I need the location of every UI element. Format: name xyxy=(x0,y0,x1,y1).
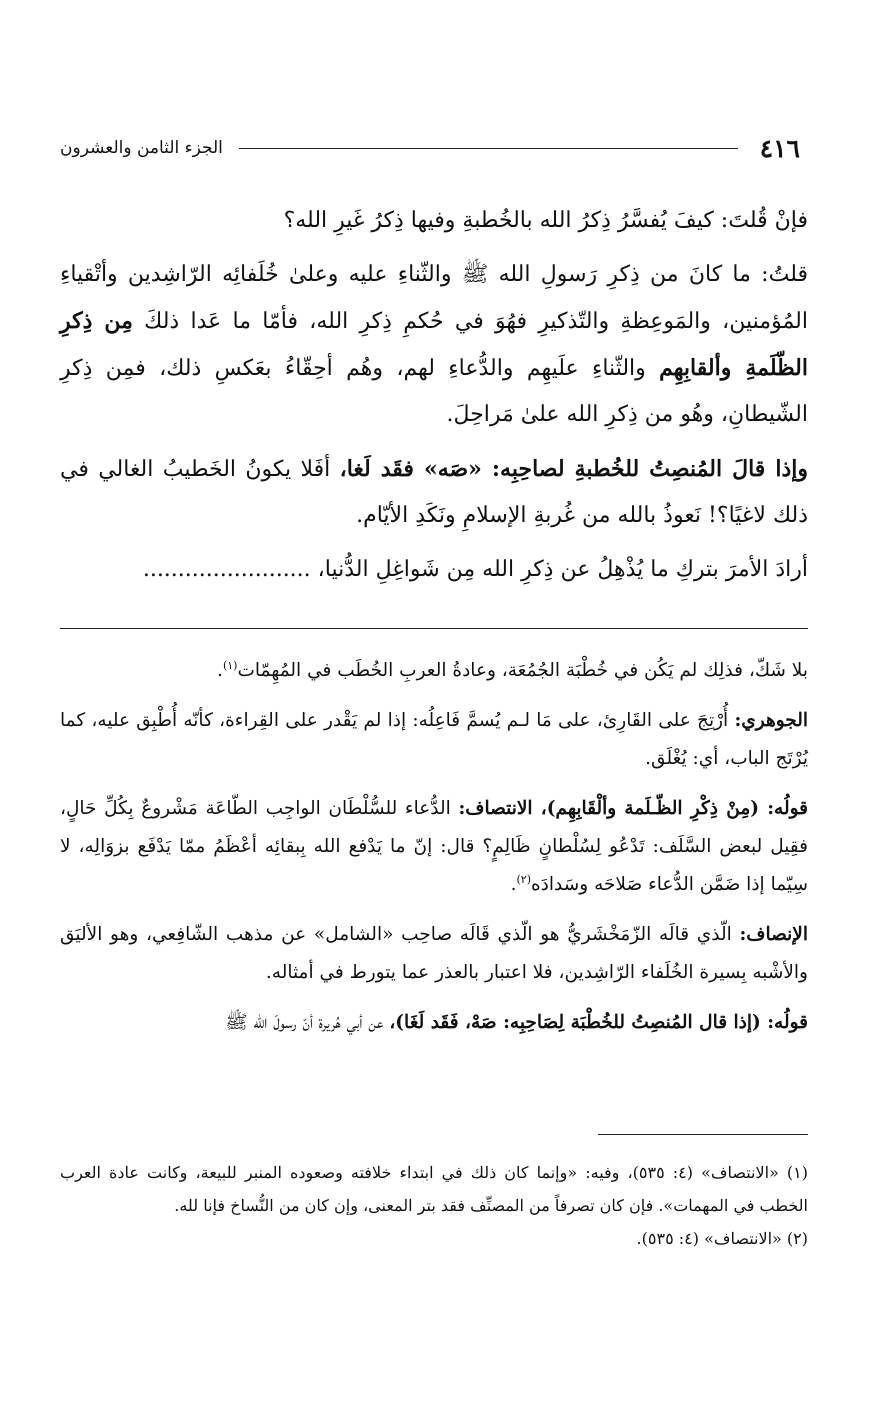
page-number: ٤١٦ xyxy=(759,133,800,163)
main-text xyxy=(60,198,808,601)
commentary-paragraph xyxy=(60,702,808,778)
commentary-text-1-end: . xyxy=(217,660,223,681)
commentary-text-3: الدُّعاء للسُّلْطَان الواجِب الطّاعَة مَشْروعٌ بِكُلِّ حَالٍ، فقِيل لبعض السَّلَف: تَدْعُو لِسُلْطانٍ ظَالِمٍ؟ قال: إنّ ما يَدْفع الله بِبقائِه أعْظَمُ ممّا يَدْفَع بزوَالِه، لا سِيّما إذا ضَمَّن الدُّعاء صَلاحَه وسَدادَه xyxy=(60,798,808,895)
volume-title: الجزء الثامن والعشرون xyxy=(60,138,223,158)
header-rule xyxy=(239,148,738,149)
answer-text-end: والثّناءِ علَيهِم والدُّعاءِ لهم، وهُم أحِقّاءُ بعَكسِ ذلك، فمِن ذِكرِ الشّيطانِ، وهُو من ذِكرِ الله علىٰ مَراحِلَ. xyxy=(60,356,808,427)
question-text: فإنْ قُلتَ: كيفَ يُفسَّرُ ذِكرُ الله بالخُطبةِ وفيها ذِكرُ غَيرِ الله؟ xyxy=(283,208,808,233)
footnotes xyxy=(60,1156,808,1255)
main-separator-rule xyxy=(60,628,808,629)
main-paragraph-commentary-intro xyxy=(60,547,808,593)
commentary-label-insaf: الإنصاف: xyxy=(739,924,808,945)
commentary-text-4: الّذي قالَه الزّمَخْشَريُّ هو الّذي قَالَه صاحِب «الشامل» عن مذهب الشّافِعي، وهو الأليَق والأشْبه بِسيرة الخُلَفاء الرّاشِدين، فلا اعتبار بالعذر عما يتورط في أمثاله. xyxy=(60,924,808,983)
commentary-paragraph xyxy=(60,1004,808,1042)
commentary-text-3-end: . xyxy=(510,874,517,895)
main-paragraph-question xyxy=(60,198,808,244)
hadith-text: أفَلا يكونُ الخَطيبُ الغالي في ذلك لاغيًا؟! نَعوذُ بالله من غُربةِ الإسلامِ ونَكَدِ الأيّام. xyxy=(60,457,808,528)
main-paragraph-answer xyxy=(60,252,808,438)
commentary-text-5: عن أبي هُريرة أنّ رسولَ الله ﷺ xyxy=(225,1012,390,1033)
commentary-label-intisaf: قولُه: (مِنْ ذِكْرِ الظّـلَمة وألْقَابِهِم)، الانتصاف: xyxy=(458,798,809,819)
commentary-paragraph xyxy=(60,790,808,904)
continuation-dots: ........................ xyxy=(142,557,311,582)
commentary-label-jawhari: الجوهري: xyxy=(734,710,808,731)
footnote-separator-rule xyxy=(598,1134,808,1135)
commentary-text-2: أُرْتِجَ على القَارِئ، على مَا لـم يُسمَّ فَاعِلُه: إذا لم يَقْدر على القِراءة، كأنّه أُطْبِق عليه، كما يُرْتَج الباب، أي: يُغْلَق. xyxy=(60,710,808,769)
hadith-text-bold: وإذا قالَ المُنصِتُ للخُطبةِ لصاحِبِه: «صَه» فقَد لَغا، xyxy=(339,456,808,482)
commentary-label-quote: قولُه: (إذا قال المُنصِتُ للخُطْبَة لِصَاحِبِه: صَهْ، فَقَد لَغَا)، xyxy=(389,1012,808,1033)
main-paragraph-hadith xyxy=(60,446,808,539)
commentary-paragraph xyxy=(60,652,808,690)
answer-text-start: قلتُ: ما كانَ من ذِكرِ رَسولِ الله ﷺ والثّناءِ عليه وعلىٰ خُلَفائِه الرّاشِدين وأتْقياءِ المُؤمنين، والمَوعِظةِ والتّذكيرِ فهُوَ في حُكمِ ذِكرِ الله، فأمّا ما عَدا ذلكَ xyxy=(60,262,808,334)
footnote-ref-2: (٢) xyxy=(516,872,531,886)
answer-text-bold: مِن ذِكرِ الظّلَمةِ وألقابِهِم xyxy=(60,308,808,381)
intro-text: أرادَ الأمرَ بتركِ ما يُذْهِلُ عن ذِكرِ الله مِن شَواغِلِ الدُّنيا، xyxy=(310,557,808,582)
commentary-paragraph xyxy=(60,916,808,992)
footnote-2: (٢) «الانتصاف» (٤: ٥٣٥). xyxy=(636,1229,808,1248)
footnote-ref-1: (١) xyxy=(222,658,238,672)
page-header xyxy=(60,128,800,168)
commentary-text xyxy=(60,652,808,1054)
footnote-1: (١) «الانتصاف» (٤: ٥٣٥)، وفيه: «وإنما كان ذلك في ابتداء خلافته وصعوده المنبر للبيعة، وكانت عادة العرب الخطب في المهمات». فإن كان تصرفاً من المصنِّف فقد بتر المعنى، وإن كان من النُّساخ فإنا لله. xyxy=(60,1163,809,1215)
commentary-text-1: بلا شَكّ، فذلِك لم يَكُن في خُطْبَة الجُمُعَة، وعادةُ العربِ الخُطَب في المُهِمّات xyxy=(237,660,808,681)
